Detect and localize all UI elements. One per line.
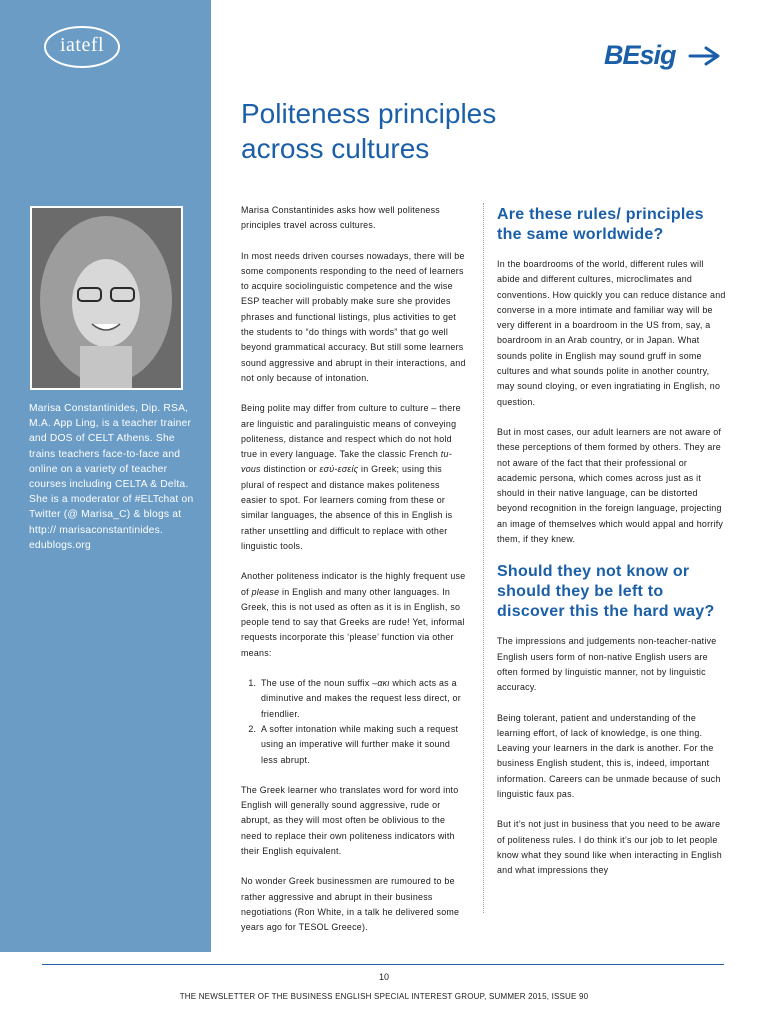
article-title: [241, 96, 661, 166]
paragraph: In the boardrooms of the world, different rules will abide and different cultures, microclimates and conventions. How quickly you can reduce distance and converse in a more intimate and familiar way will be very different in a boardroom in the US from, say, a boardroom in an Arab country, or in Japan. What sounds polite in English may sound gruff in some cultures and what sounds polite in another country, may sound cloying, or even ingratiating in English, no question.: [497, 259, 726, 407]
numbered-list: [241, 676, 467, 768]
iatefl-logo: [42, 24, 122, 70]
list-item: 2. A softer intonation while making such a request using an imperative will further make it sound less abrupt.: [259, 722, 467, 768]
emphasis-text: –ακι: [372, 678, 390, 689]
paragraph: The Greek learner who translates word for word into English will generally sound aggressive, rude or abrupt, as they will most often be oblivious to the need to replace their own politeness indicators with their English equivalent.: [241, 784, 459, 856]
besig-logo: [604, 40, 724, 76]
besig-logo-text: BEsig: [604, 40, 676, 70]
author-photo: [30, 206, 183, 390]
title-line-1: Politeness principles: [241, 98, 497, 129]
arrow-icon: [604, 40, 724, 76]
page-number: 10: [378, 972, 389, 982]
footer-rule: [42, 964, 724, 965]
iatefl-logo-text: iatefl: [59, 34, 105, 56]
emphasis-text: please: [251, 586, 280, 597]
title-line-2: across cultures: [241, 133, 430, 164]
paragraph: The impressions and judgements non-teacher-native English users form of non-native English users are often formed by linguistic manner, not by linguistic accuracy.: [497, 636, 717, 693]
author-bio: Marisa Constantinides, Dip. RSA, M.A. App Ling, is a teacher trainer and DOS of CELT Athens. She trains teachers face-to-face and online on a variety of teacher courses including CELTA & Delta. She is a moderator of #ELTchat on Twitter (@ Marisa_C) & blogs at http:// marisaconstantinides. edublogs.org: [29, 403, 194, 551]
paragraph: Being polite may differ from culture to culture – there are linguistic and paralinguistic means of conveying politeness, distance and respect which do not hold true in every language. Take the classic French tu-vous distinction or εσύ-εσείς in Greek; using this plural of respect and distance makes politeness easier to spot. For learners coming from these or similar languages, the absence of this in English is rather unsettling and difficult to replace with other linguistic tools.: [241, 403, 461, 551]
column-right: [497, 205, 726, 894]
column-divider: [483, 203, 484, 913]
paragraph: But in most cases, our adult learners are not aware of these perceptions of them formed by others. They are not aware of the fact that their professional or academic persona, which comes across just as it should in their native language, can be distorted beyond recognition in the foreign language, projecting an image of themselves which would appal and horrify them, if they knew.: [497, 426, 724, 545]
section-heading: Should they not know or should they be left to discover this the hard way?: [497, 563, 715, 621]
paragraph: In most needs driven courses nowadays, there will be some components responding to the need of learners to acquire sociolinguistic competence and the wise ESP teacher will probably make sure she provides phrases and functional listings, plus activities to get the students to “do things with words” that go well beyond grammatical accuracy. But still some learners sound aggressive and abrupt in their interactions, and not only because of intonation.: [241, 250, 466, 383]
column-left: [241, 203, 467, 950]
list-item: 1. The use of the noun suffix –ακι which acts as a diminutive and makes the request less direct, or friendlier.: [259, 676, 467, 722]
emphasis-text: tu-vous: [241, 449, 452, 475]
intro-paragraph: Marisa Constantinides asks how well politeness principles travel across cultures.: [241, 205, 440, 231]
emphasis-text: εσύ-εσείς: [319, 464, 359, 475]
sidebar: [0, 0, 211, 952]
paragraph: But it’s not just in business that you need to be aware of politeness rules. I do think it’s our job to let people know what they sound like when interacting in English and what impressions they: [497, 819, 722, 876]
newsletter-footer: THE NEWSLETTER OF THE BUSINESS ENGLISH SPECIAL INTEREST GROUP, SUMMER 2015, ISSUE 90: [179, 992, 589, 1001]
paragraph: Being tolerant, patient and understanding of the learning effort, of lack of knowledge, is one thing. Leaving your learners in the dark is another. For the business English student, this is, indeed, important information. Careers can be unmade because of such linguistic faux pas.: [497, 712, 721, 800]
paragraph: Another politeness indicator is the highly frequent use of please in English and many other languages. In Greek, this is not used as often as it is in English, so people tend to say that Greeks are rude! Yet, informal requests incorporate this ‘please’ function via other means:: [241, 571, 466, 658]
paragraph: No wonder Greek businessmen are rumoured to be rather aggressive and abrupt in their business negotiations (Ron White, in a talk he delivered some years ago for TESOL Greece).: [241, 876, 460, 933]
section-heading: Are these rules/ principles the same worldwide?: [497, 206, 704, 243]
